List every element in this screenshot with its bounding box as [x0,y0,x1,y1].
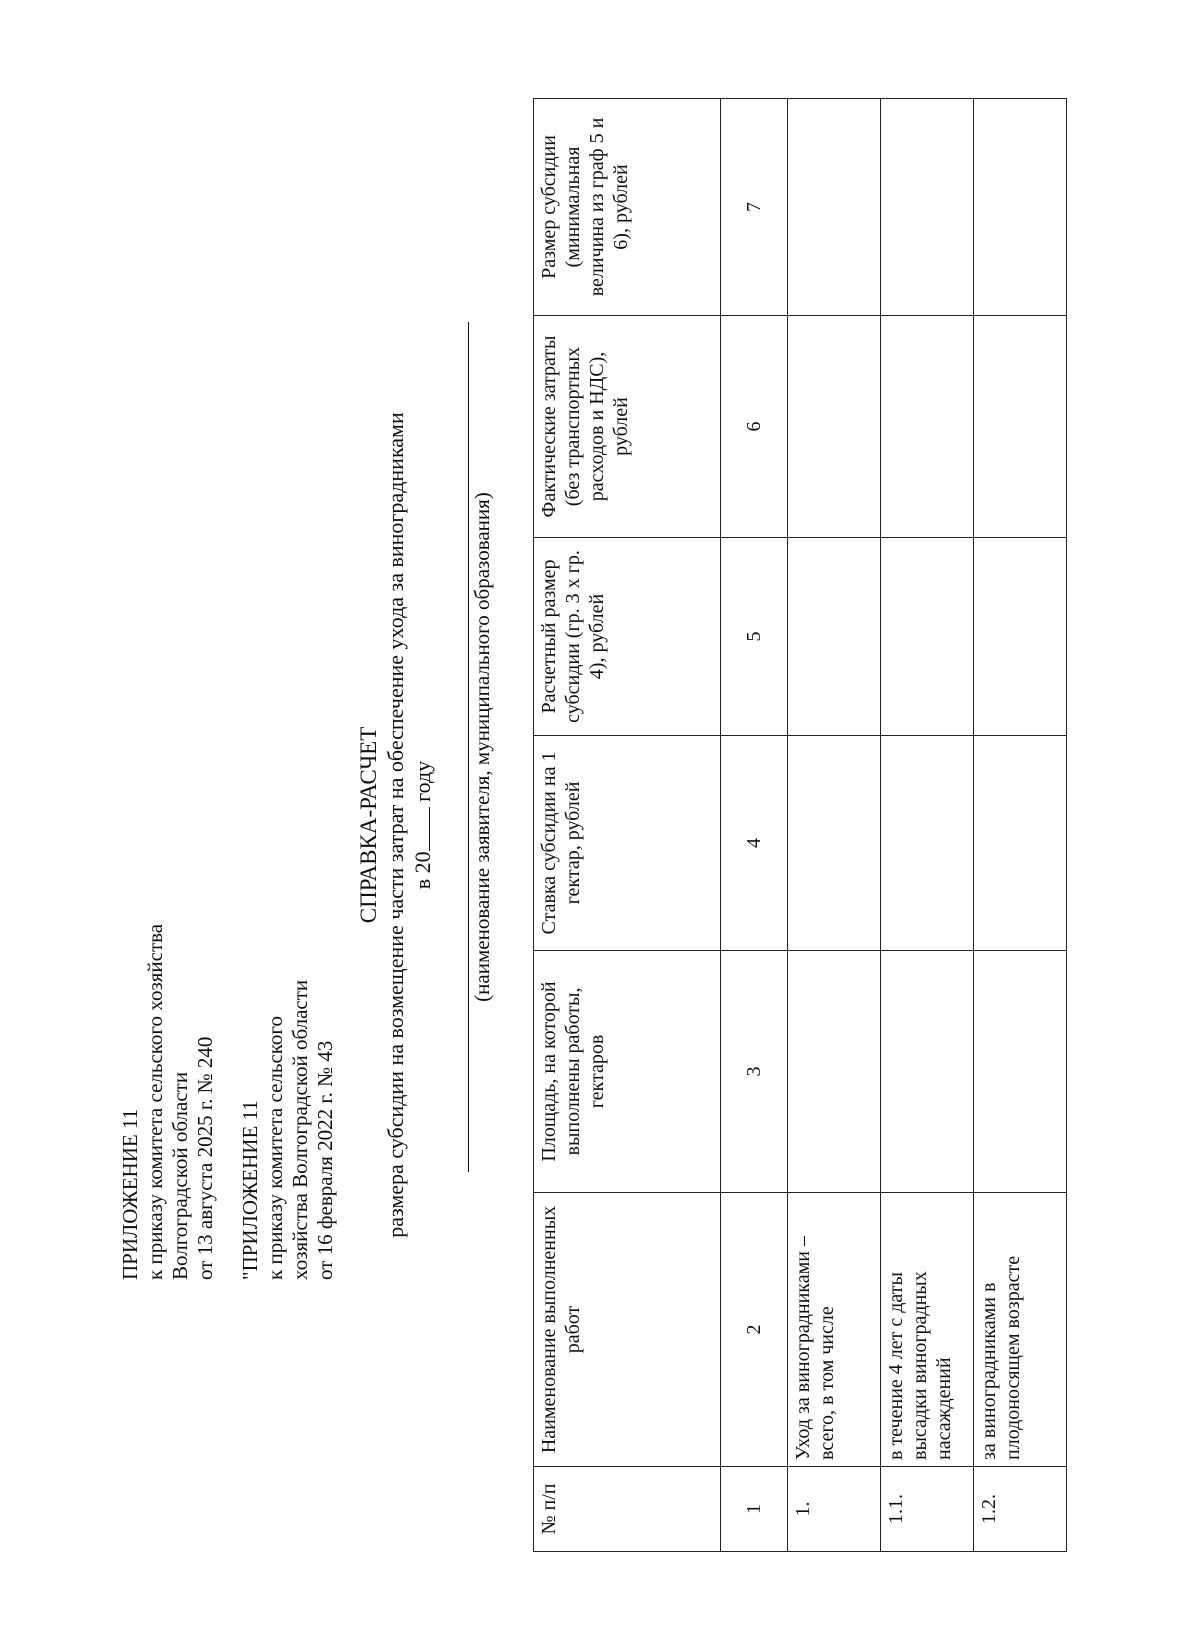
header-cell: Ставка субсидии на 1 гектар, рублей [534,736,721,951]
empty-cell [788,736,881,951]
table-row [974,99,1067,1552]
header-cell: Размер субсидии (минимальная величина из граф 5 и 6), рублей [534,99,721,316]
column-number-row [721,99,788,1552]
table-row [881,99,974,1552]
annex-line: от 13 августа 2025 г. № 240 [193,1036,217,1280]
row-work-name: Уход за виноградниками – всего, в том числе [788,1193,881,1467]
annex-line: от 16 февраля 2022 г. № 43 [313,1040,337,1280]
document-title-block [355,0,436,1650]
year-prefix: в 20 [410,851,435,890]
calculation-table [533,98,1067,1552]
column-number: 4 [721,736,788,951]
empty-cell [974,538,1067,736]
empty-cell [881,951,974,1193]
empty-cell [788,951,881,1193]
empty-cell [974,99,1067,316]
empty-cell [974,316,1067,538]
header-cell: Фактические затраты (без транспортных расходов и НДС), рублей [534,316,721,538]
annex-header-current [118,720,218,1280]
header-cell: № п/п [534,1467,721,1552]
empty-cell [974,736,1067,951]
header-cell: Расчетный размер субсидии (гр. 3 х гр. 4), рублей [534,538,721,736]
annex-line: к приказу комитета сельского хозяйства [143,923,167,1280]
year-blank [411,807,430,851]
document-subtitle: размера субсидии на возмещение части затрат на обеспечение ухода за виноградниками [383,412,408,1238]
applicant-caption: (наименование заявителя, муниципального образования) [470,492,494,1002]
row-number: 1. [788,1467,881,1552]
column-number: 6 [721,316,788,538]
column-number: 5 [721,538,788,736]
year-line [409,0,436,1650]
row-work-name: в течение 4 лет с даты высадки виноградных насаждений [881,1193,974,1467]
table-row [788,99,881,1552]
column-number: 2 [721,1193,788,1467]
row-work-name: за виноградниками в плодоносящем возрасте [974,1193,1067,1467]
header-cell: Наименование выполненных работ [534,1193,721,1467]
column-number: 7 [721,99,788,316]
annex-line: Волгоградской области [168,1071,192,1280]
annex-line: к приказу комитета сельского [263,1015,287,1280]
header-cell: Площадь, на которой выполнены работы, гектаров [534,951,721,1193]
empty-cell [788,538,881,736]
empty-cell [881,99,974,316]
empty-cell [881,736,974,951]
column-number: 3 [721,951,788,1193]
annex-line: хозяйства Волгоградской области [288,979,312,1280]
annex-title: "ПРИЛОЖЕНИЕ 11 [238,1100,262,1280]
applicant-underline [468,322,469,1172]
empty-cell [788,316,881,538]
empty-cell [974,951,1067,1193]
year-suffix: году [410,760,435,802]
column-number: 1 [721,1467,788,1552]
table-header-row [534,99,721,1552]
empty-cell [881,538,974,736]
row-number: 1.1. [881,1467,974,1552]
empty-cell [881,316,974,538]
annex-header-previous [238,720,338,1280]
row-number: 1.2. [974,1467,1067,1552]
annex-title: ПРИЛОЖЕНИЕ 11 [118,1108,142,1280]
document-title: СПРАВКА-РАСЧЕТ [356,726,381,924]
empty-cell [788,99,881,316]
